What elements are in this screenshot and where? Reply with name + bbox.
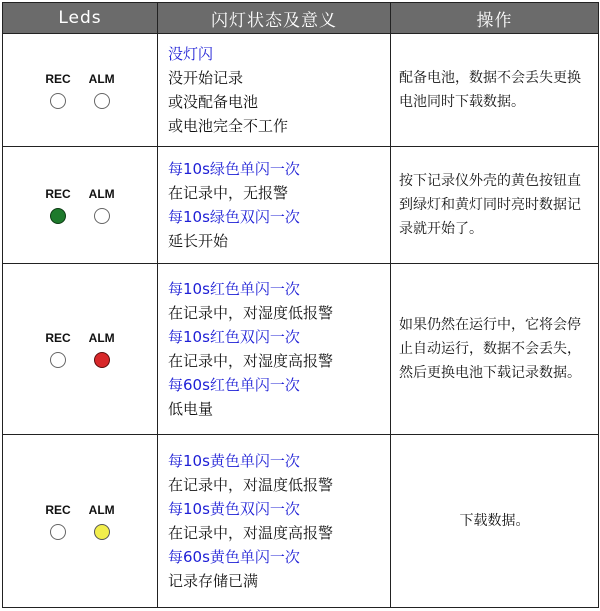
led-alm-label: ALM: [88, 71, 115, 86]
action-cell: 配备电池，数据不会丢失更换电池同时下载数据。: [391, 34, 599, 147]
meaning-text: 在记录中，无报警: [168, 184, 289, 202]
flash-pattern-text: 没灯闪: [168, 45, 214, 63]
action-cell: 按下记录仪外壳的黄色按钮直到绿灯和黄灯同时亮时数据记录就开始了。: [391, 147, 599, 264]
table-row: [3, 34, 599, 147]
led-rec-label: REC: [45, 330, 71, 345]
table-header-row: [3, 3, 599, 34]
header-action: 操作: [391, 3, 599, 34]
action-cell: 如果仍然在运行中，它将会停止自动运行，数据不会丢失，然后更换电池下载记录数据。: [391, 264, 599, 435]
meaning-text: 在记录中，对湿度低报警: [168, 304, 334, 322]
led-rec: [45, 187, 70, 224]
led-rec: [45, 72, 70, 109]
led-group: [3, 503, 157, 540]
led-rec-indicator-off: [50, 93, 66, 109]
led-group: [3, 72, 157, 109]
flash-pattern-text: 每10s黄色单闪一次: [168, 452, 300, 470]
led-status-table: [2, 2, 599, 608]
meaning-text: 在记录中，对温度低报警: [168, 476, 334, 494]
meaning-text: 或没配备电池: [168, 93, 259, 111]
led-alm-label: ALM: [88, 186, 115, 201]
led-group: [3, 187, 157, 224]
action-cell: 下载数据。: [391, 435, 599, 608]
led-cell: [3, 147, 158, 264]
meaning-text: 延长开始: [168, 232, 229, 250]
flash-pattern-text: 每10s绿色单闪一次: [168, 160, 300, 178]
flash-pattern-text: 每10s红色单闪一次: [168, 280, 300, 298]
led-alm: [89, 72, 115, 109]
meaning-text: 没开始记录: [168, 69, 244, 87]
meaning-text: 在记录中，对湿度高报警: [168, 352, 334, 370]
flash-pattern-text: 每10s绿色双闪一次: [168, 208, 300, 226]
led-rec-label: REC: [45, 186, 71, 201]
flash-pattern-text: 每10s红色双闪一次: [168, 328, 300, 346]
led-alm-indicator-red: [94, 352, 110, 368]
led-alm-label: ALM: [88, 502, 115, 517]
led-alm-indicator-yellow: [94, 524, 110, 540]
led-alm-label: ALM: [88, 330, 115, 345]
meaning-cell: [158, 264, 391, 435]
table-row: [3, 435, 599, 608]
led-cell: [3, 34, 158, 147]
led-alm-indicator-off: [94, 208, 110, 224]
meaning-cell: [158, 147, 391, 264]
led-group: [3, 331, 157, 368]
meaning-cell: [158, 435, 391, 608]
led-alm: [89, 503, 115, 540]
led-rec-indicator-off: [50, 352, 66, 368]
meaning-text: 记录存储已满: [168, 572, 259, 590]
meaning-text: 在记录中，对温度高报警: [168, 524, 334, 542]
led-alm-indicator-off: [94, 93, 110, 109]
table-row: [3, 147, 599, 264]
led-rec-label: REC: [45, 502, 71, 517]
led-rec-indicator-green: [50, 208, 66, 224]
meaning-cell: [158, 34, 391, 147]
flash-pattern-text: 每60s红色单闪一次: [168, 376, 300, 394]
flash-pattern-text: 每10s黄色双闪一次: [168, 500, 300, 518]
led-rec: [45, 331, 70, 368]
led-rec-label: REC: [45, 71, 71, 86]
meaning-text: 低电量: [168, 400, 214, 418]
flash-pattern-text: 每60s黄色单闪一次: [168, 548, 300, 566]
led-cell: [3, 435, 158, 608]
led-alm: [89, 187, 115, 224]
table-row: [3, 264, 599, 435]
header-leds: Leds: [3, 3, 158, 34]
led-alm: [89, 331, 115, 368]
led-rec-indicator-off: [50, 524, 66, 540]
meaning-text: 或电池完全不工作: [168, 117, 289, 135]
led-cell: [3, 264, 158, 435]
led-rec: [45, 503, 70, 540]
header-meaning: 闪灯状态及意义: [158, 3, 391, 34]
